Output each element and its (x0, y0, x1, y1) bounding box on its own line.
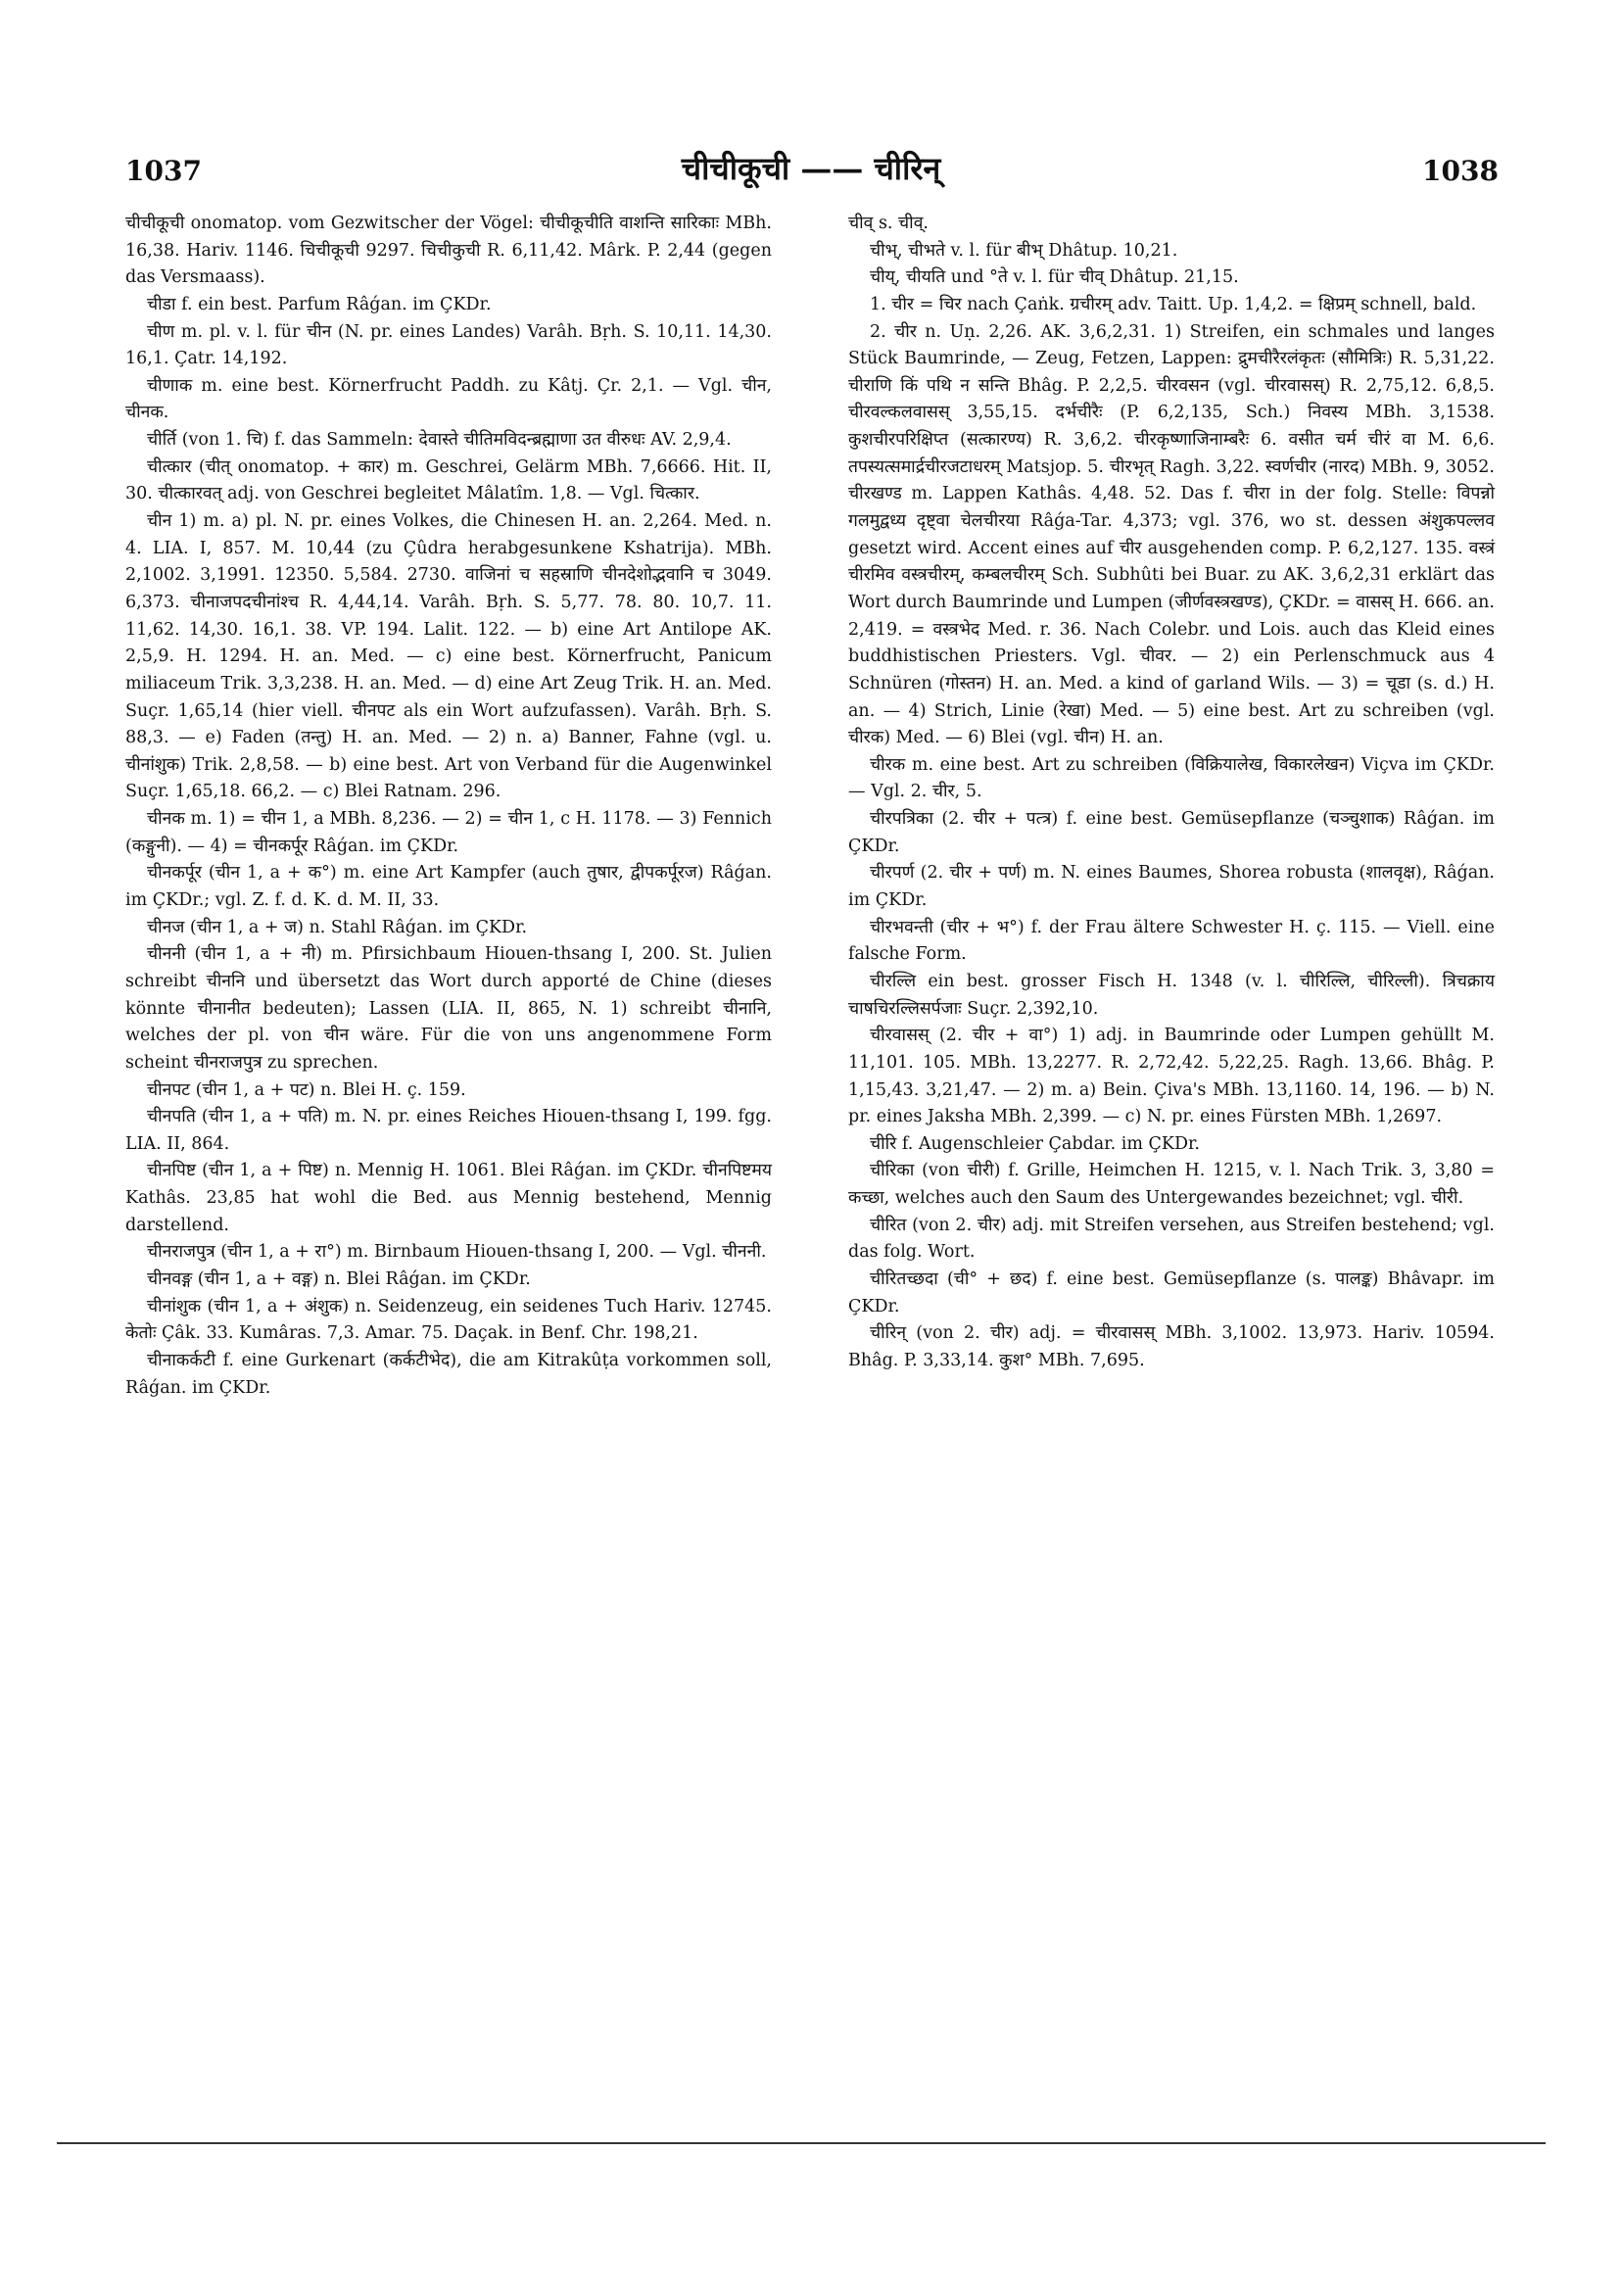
bottom-rule (57, 2142, 1546, 2144)
entry: चीत्कार (चीत् onomatop. + कार) m. Geschrei, Gelärm MBh. 7,6666. Hit. II, 30. चीत्कारवत् adj. von Geschrei begleitet Mâlatîm. 1,8. — Vgl. चित्कार. (125, 456, 772, 504)
page-number-right: 1038 (1422, 155, 1499, 187)
entry: चीननी (चीन 1, a + नी) m. Pfirsichbaum Hiouen-thsang I, 200. St. Julien schreibt चीननि und übersetzt das Wort durch apporté de Chine (dieses könnte चीनानीत bedeuten); Lassen (LIA. II, 865, N. 1) schreibt चीनानि, welches der pl. von चीन wäre. Für die von uns angenommene Form scheint चीनराजपुत्र zu sprechen. (125, 944, 772, 1073)
entry: चीरभवन्ती (चीर + भ°) f. der Frau ältere Schwester H. ç. 115. — Viell. eine falsche Form. (848, 917, 1495, 965)
entry: 2. चीर n. Uṇ. 2,26. AK. 3,6,2,31. 1) Streifen, ein schmales und langes Stück Baumrinde, — Zeug, Fetzen, Lappen: द्रुमचीरैरलंकृतः (सौमित्रिः) R. 5,31,22. चीराणि किं पथि न सन्ति Bhâg. P. 2,2,5. चीरवसन (vgl. चीरवासस्) R. 2,75,12. 6,8,5. चीरवल्कलवासस् 3,55,15. दर्भचीरैः (P. 6,2,135, Sch.) निवस्य MBh. 3,1538. कुशचीरपरिक्षिप्त (सत्कारण्य) R. 3,6,2. चीरकृष्णाजिनाम्बरैः 6. वसीत चर्म चीरं वा M. 6,6. तपस्यत्समार्द्रचीरजटाधरम् Matsjop. 5. चीरभृत् Ragh. 3,22. स्वर्णचीर (नारद) MBh. 9, 3052. चीरखण्ड m. Lappen Kathâs. 4,48. 52. Das f. चीरा in der folg. Stelle: विपन्नो गलमुद्वध्य दृष्ट्वा चेलचीरया Râǵa-Tar. 4,373; vgl. 376, wo st. dessen अंशुकपल्लव gesetzt wird. Accent eines auf चीर ausgehenden comp. P. 6,2,127. 135. वस्त्रं चीरमिव वस्त्रचीरम्, कम्बलचीरम् Sch. Subhûti bei Buar. zu AK. 3,6,2,31 erklärt das Wort durch Baumrinde und Lumpen (जीर्णवस्त्रखण्ड), ÇKDr. = वासस् H. 666. an. 2,419. = वस्त्रभेद Med. r. 36. Nach Colebr. und Lois. auch das Kleid eines buddhistischen Priesters. Vgl. चीवर. — 2) ein Perlenschmuck aus 4 Schnüren (गोस्तन) H. an. Med. a kind of garland Wils. — 3) = चूडा (s. d.) H. an. — 4) Strich, Linie (रेखा) Med. — 5) eine best. Art zu schreiben (vgl. चीरक) Med. — 6) Blei (vgl. चीन) H. an. (848, 321, 1495, 748)
entry: चीनज (चीन 1, a + ज) n. Stahl Râǵan. im ÇKDr. (147, 917, 528, 937)
page-number-left: 1037 (125, 155, 202, 187)
entry: चीडा f. ein best. Parfum Râǵan. im ÇKDr. (147, 294, 492, 314)
entry: चीचीकूची onomatop. vom Gezwitscher der Vögel: चीचीकूचीति वाशन्ति सारिकाः MBh. 16,38. Hariv. 1146. चिचीकूची 9297. चिचीकुची R. 6,11,42. Mârk. P. 2,44 (gegen das Versmaass). (125, 214, 772, 288)
entry: चीरिका (von चीरी) f. Grille, Heimchen H. 1215, v. l. Nach Trik. 3, 3,80 = कच्छा, welches auch den Saum des Untergewandes bezeichnet; vgl. चीरी. (848, 1161, 1495, 1209)
entry: चीय्, चीयति und °ते v. l. für चीव् Dhâtup. 21,15. (870, 267, 1239, 288)
entry: चीनराजपुत्र (चीन 1, a + रा°) m. Birnbaum Hiouen-thsang I, 200. — Vgl. चीननी. (147, 1242, 767, 1263)
entry: चीनपिष्ट (चीन 1, a + पिष्ट) n. Mennig H. 1061. Blei Râǵan. im ÇKDr. चीनपिष्टमय Kathâs. 23,85 hat wohl die Bed. aus Mennig bestehend, Mennig darstellend. (125, 1161, 772, 1235)
entry: चीनांशुक (चीन 1, a + अंशुक) n. Seidenzeug, ein seidenes Tuch Hariv. 12745. केतोः Çâk. 33. Kumâras. 7,3. Amar. 75. Daçak. in Benf. Chr. 198,21. (125, 1296, 772, 1344)
entry: चीरपत्रिका (2. चीर + पत्त्र) f. eine best. Gemüsepflanze (चञ्चुशाक) Râǵan. im ÇKDr. (848, 809, 1495, 856)
entry: चीनपति (चीन 1, a + पति) m. N. pr. eines Reiches Hiouen-thsang I, 199. fgg. LIA. II, 864. (125, 1107, 772, 1154)
left-column (125, 211, 772, 1402)
right-column (848, 211, 1495, 1375)
entry: चीरिन् (von 2. चीर) adj. = चीरवासस् MBh. 3,1002. 13,973. Hariv. 10594. Bhâg. P. 3,33,14. कुश° MBh. 7,695. (848, 1323, 1495, 1370)
entry: 1. चीर = चिर nach Çaṅk. ग्रचीरम् adv. Taitt. Up. 1,4,2. = क्षिप्रम् schnell, bald. (870, 294, 1477, 314)
entry: चीरवासस् (2. चीर + वा°) 1) adj. in Baumrinde oder Lumpen gehüllt M. 11,101. 105. MBh. 13,2277. R. 2,72,42. 5,22,25. Ragh. 13,66. Bhâg. P. 1,15,43. 3,21,47. — 2) m. a) Bein. Çiva's MBh. 13,1160. 14, 196. — b) N. pr. eines Jaksha MBh. 2,399. — c) N. pr. eines Fürsten MBh. 1,2697. (848, 1026, 1495, 1127)
entry: चीण m. pl. v. l. für चीन (N. pr. eines Landes) Varâh. Bṛh. S. 10,11. 14,30. 16,1. Çatr. 14,192. (125, 321, 772, 369)
entry: चीरित (von 2. चीर) adj. mit Streifen versehen, aus Streifen bestehend; vgl. das folg. Wort. (848, 1215, 1495, 1263)
entry: चीव् s. चीव्. (848, 214, 929, 233)
entry: चीरि f. Augenschleier Çabdar. im ÇKDr. (870, 1133, 1200, 1154)
page-title: चीचीकूची —— चीरिन् (681, 150, 941, 187)
entry: चीरपर्ण (2. चीर + पर्ण) m. N. eines Baumes, Shorea robusta (शालवृक्ष), Râǵan. im ÇKDr. (848, 863, 1495, 911)
entry: चीरल्लि ein best. grosser Fisch H. 1348 (v. l. चीरिल्लि, चीरिल्ली). त्रिचक्राय चाषचिरल्लिसर्पजाः Suçr. 2,392,10. (848, 971, 1495, 1019)
entry: चीनकर्पूर (चीन 1, a + क°) m. eine Art Kampfer (auch तुषार, द्वीपकर्पूरज) Râǵan. im ÇKDr.; vgl. Z. f. d. K. d. M. II, 33. (125, 863, 772, 911)
entry: चीरक m. eine best. Art zu schreiben (विक्रियालेख, विकारलेखन) Viçva im ÇKDr. — Vgl. 2. चीर, 5. (848, 754, 1495, 802)
entry: चीनाकर्कटी f. eine Gurkenart (कर्कटीभेद), die am Kitrakûṭa vorkommen soll, Râǵan. im ÇKDr. (125, 1350, 772, 1398)
entry: चीर्ति (von 1. चि) f. das Sammeln: देवास्ते चीतिमविदन्ब्रह्माणा उत वीरुधः AV. 2,9,4. (147, 430, 732, 451)
entry: चीभ्, चीभते v. l. für बीभ् Dhâtup. 10,21. (870, 240, 1178, 261)
entry: चीरितच्छदा (ची° + छद) f. eine best. Gemüsepflanze (s. पालङ्क) Bhâvapr. im ÇKDr. (848, 1268, 1495, 1316)
entry: चीनपट (चीन 1, a + पट) n. Blei H. ç. 159. (147, 1079, 466, 1100)
entry: चीणाक m. eine best. Körnerfrucht Paddh. zu Kâtj. Çr. 2,1. — Vgl. चीन, चीनक. (125, 375, 772, 423)
entry: चीन 1) m. a) pl. N. pr. eines Volkes, die Chinesen H. an. 2,264. Med. n. 4. LIA. I, 857. M. 10,44 (zu Çûdra herabgesunkene Kshatrija). MBh. 2,1002. 3,1991. 12350. 5,584. 2730. वाजिनां च सहस्राणि चीनदेशोद्भवानि च 3049. 6,373. चीनाजपदचीनांश्च R. 4,44,14. Varâh. Bṛh. S. 5,77. 78. 80. 10,7. 11. 11,62. 14,30. 16,1. 38. VP. 194. Lalit. 122. — b) eine Art Antilope AK. 2,5,9. H. 1294. H. an. Med. — c) eine best. Körnerfrucht, Panicum miliaceum Trik. 3,3,238. H. an. Med. — d) eine Art Zeug Trik. H. an. Med. Suçr. 1,65,14 (hier viell. चीनपट als ein Wort aufzufassen). Varâh. Bṛh. S. 88,3. — e) Faden (तन्तु) H. an. Med. — 2) n. a) Banner, Fahne (vgl. u. चीनांशुक) Trik. 2,8,58. — b) eine best. Art von Verband für die Augenwinkel Suçr. 1,65,18. 66,2. — c) Blei Ratnam. 296. (125, 511, 772, 802)
entry: चीनवङ्ग (चीन 1, a + वङ्ग) n. Blei Râǵan. im ÇKDr. (147, 1268, 531, 1289)
entry: चीनक m. 1) = चीन 1, a MBh. 8,236. — 2) = चीन 1, c H. 1178. — 3) Fennich (कङ्गुनी). — 4) = चीनकर्पूर Râǵan. im ÇKDr. (125, 809, 772, 856)
